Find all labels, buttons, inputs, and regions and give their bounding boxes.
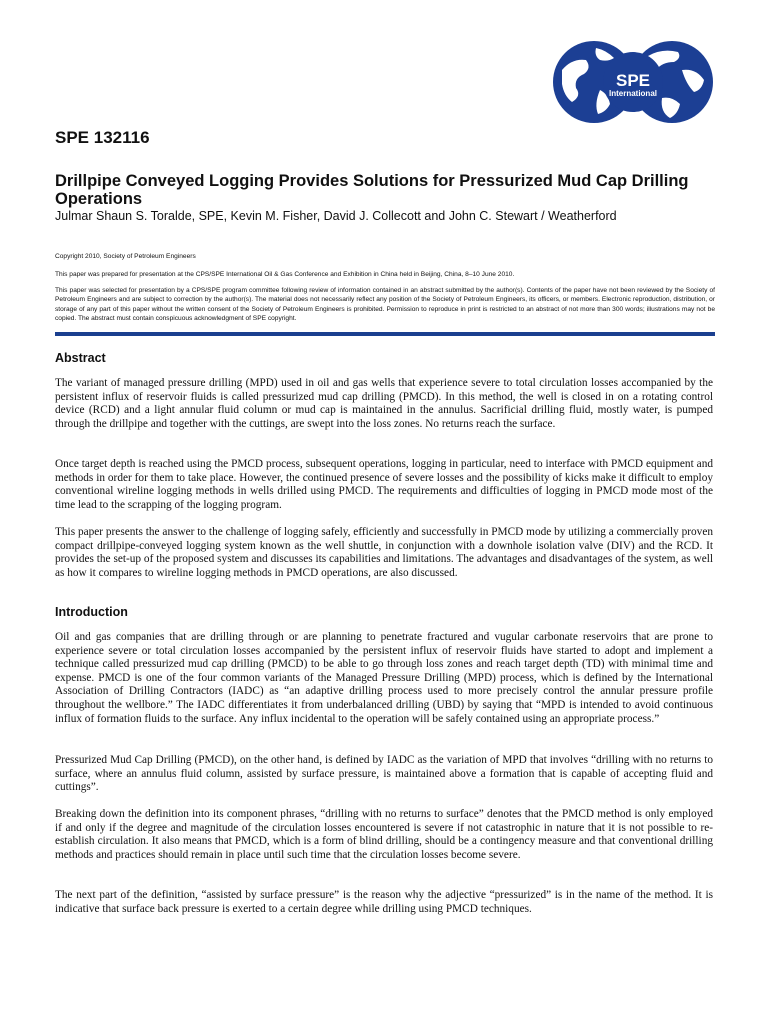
copyright-notice: Copyright 2010, Society of Petroleum Engineers bbox=[55, 253, 196, 260]
spe-international-logo bbox=[552, 40, 714, 124]
paper-title: Drillpipe Conveyed Logging Provides Solutions for Pressurized Mud Cap Drilling Operations bbox=[55, 172, 689, 208]
logo-international-text: International bbox=[608, 89, 658, 98]
header-divider bbox=[55, 332, 715, 336]
logo-spe-text: SPE bbox=[615, 71, 651, 90]
abstract-heading: Abstract bbox=[55, 351, 106, 365]
introduction-paragraph: Breaking down the definition into its component phrases, “drilling with no returns to surface” denotes that the PMCD method is only employed if and only if the degree and magnitude of the circulation losses encountered is severe if not catastrophic in nature that it is not possible to re-establish circulation. It also means that PMCD, which is a form of blind drilling, should be a contingency measure and that conventional drilling methods and practices should remain in place until such time that the circulation losses become severe. bbox=[55, 808, 713, 861]
paper-number: SPE 132116 bbox=[55, 128, 150, 147]
introduction-paragraph: The next part of the definition, “assisted by surface pressure” is the reason why the adjective “pressurized” is in the name of the method. It is indicative that surface back pressure is exerted to a certain degree while drilling using PMCD techniques. bbox=[55, 889, 713, 915]
introduction-paragraph: Oil and gas companies that are drilling through or are planning to penetrate fractured and vugular carbonate reservoirs that are prone to experience severe or total circulation losses accompanied by the persistent influx of reservoir fluids have started to adopt and implement a technique called pressurized mud cap drilling (PMCD) to be able to go through loss zones and reach target depth (TD) with minimal time and expense. PMCD is one of the four common variants of the Managed Pressure Drilling (MPD) process, which is defined by the International Association of Drilling Contractors (IADC) as “an adaptive drilling process used to more precisely control the annular pressure profile throughout the wellbore.” The IADC differentiates it from underbalanced drilling (UBD) by saying that “MPD is intended to avoid continuous influx of formation fluids to the surface. Any influx incidental to the operation will be safely contained using an appropriate process.” bbox=[55, 631, 713, 725]
introduction-paragraph: Pressurized Mud Cap Drilling (PMCD), on the other hand, is defined by IADC as the variation of MPD that involves “drilling with no returns to surface, where an annulus fluid column, assisted by surface pressure, is maintained above a formation that is capable of accepting fluid and cuttings”. bbox=[55, 754, 713, 794]
introduction-heading: Introduction bbox=[55, 605, 128, 619]
abstract-paragraph: Once target depth is reached using the PMCD process, subsequent operations, logging in particular, need to interface with PMCD equipment and methods in order for them to take place. However, the continued presence of severe losses and the possibility of kicks make it difficult to employ conventional wireline logging methods in wells drilled using PMCD. The requirements and difficulties of logging in PMCD mode most of the time lead to the scrapping of the logging program. bbox=[55, 458, 713, 511]
authors: Julmar Shaun S. Toralde, SPE, Kevin M. Fisher, David J. Collecott and John C. Stewart / Weatherford bbox=[55, 209, 617, 223]
conference-notice: This paper was prepared for presentation at the CPS/SPE International Oil & Gas Conference and Exhibition in China held in Beijing, China, 8–10 June 2010. bbox=[55, 271, 515, 278]
abstract-paragraph: This paper presents the answer to the challenge of logging safely, efficiently and successfully in PMCD mode by utilizing a commercially proven compact drillpipe-conveyed logging system known as the well shuttle, in conjunction with a downhole isolation valve (DIV) and the RCD. It provides the set-up of the proposed system and discusses its capabilities and limitations. The advantages and disadvantages of the system, as well as how it compares to wireline logging methods in PMCD operations, are also discussed. bbox=[55, 526, 713, 579]
abstract-paragraph: The variant of managed pressure drilling (MPD) used in oil and gas wells that experience severe to total circulation losses accompanied by the persistent influx of reservoir fluids is called pressurized mud cap drilling (PMCD). In this method, the well is closed in on a rotating control device (RCD) and a light annular fluid column or mud cap is maintained in the annulus. Sacrificial drilling fluid, mostly water, is pumped through the drillpipe and together with the cuttings, are swept into the loss zones. No returns reach the surface. bbox=[55, 377, 713, 430]
review-notice: This paper was selected for presentation by a CPS/SPE program committee following review of information contained in an abstract submitted by the author(s). Contents of the paper have not been reviewed by the Society of Petroleum Engineers and are subject to correction by the author(s). The material does not necessarily reflect any position of the Society of Petroleum Engineers, its officers, or members. Electronic reproduction, distribution, or storage of any part of this paper without the written consent of the Society of Petroleum Engineers is prohibited. Permission to reproduce in print is restricted to an abstract of not more than 300 words; illustrations may not be copied. The abstract must contain conspicuous acknowledgment of SPE copyright. bbox=[55, 287, 715, 322]
